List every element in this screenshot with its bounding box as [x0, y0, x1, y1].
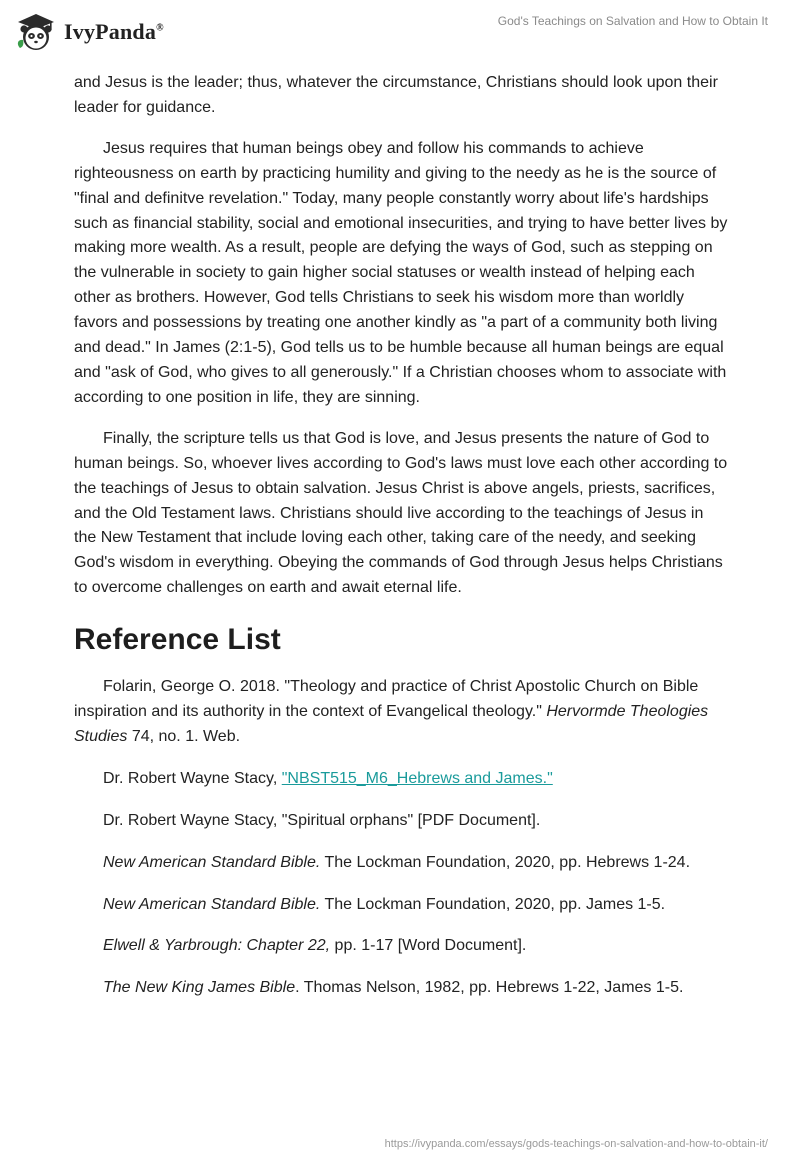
panda-logo-icon — [14, 10, 58, 54]
reference-item-3: Dr. Robert Wayne Stacy, "Spiritual orphans" [PDF Document]. — [103, 811, 541, 829]
reference-link[interactable]: "NBST515_M6_Hebrews and James." — [281, 769, 553, 787]
paragraph-3: Finally, the scripture tells us that God is love, and Jesus presents the nature of God to human beings. So, whoever lives according to God's laws must love each other according to the teachings of Jesus to obtain salvation. Jesus Christ is above angels, priests, sacrifices, and the Old Testament laws. Christians should live according to the teachings of Jesus in the New Testament that include loving each other, taking care of the needy, and seeking God's wisdom in everything. Obeying the commands of God through Jesus helps Christians to overcome challenges on earth and await eternal life. — [74, 429, 728, 597]
page-header — [0, 0, 800, 70]
logo-text: IvyPanda® — [64, 19, 164, 44]
paragraph-2: Jesus requires that human beings obey and follow his commands to achieve righteousness on earth by practicing humility and giving to the needy as he is the source of "final and definitve revelation." Today, many people constantly worry about life's hardships such as financial stability, social and emotional insecurities, and trying to have better lives by making more wealth. As a result, people are defying the ways of God, such as stepping on the vulnerable in society to gain higher social statuses or wealth instead of helping each other as brothers. However, God tells Christians to seek his wisdom more than worldly favors and possessions by treating one another kindly as "a part of a community both living and dead." In James (2:1-5), God tells us to be humble because all human beings are equal and "ask of God, who gives to all generously." If a Christian chooses whom to associate with according to one position in life, they are sinning. — [74, 139, 728, 406]
running-title: God's Teachings on Salvation and How to Obtain It — [497, 14, 768, 28]
reference-item-5: New American Standard Bible. The Lockman Foundation, 2020, pp. James 1-5. — [103, 895, 666, 913]
reference-item-1: Folarin, George O. 2018. "Theology and practice of Christ Apostolic Church on Bible inspiration and its authority in the context of Evangelical theology." Hervormde Theologies Studies 74, no. 1. Web. — [74, 678, 709, 745]
reference-item-6: Elwell & Yarbrough: Chapter 22, pp. 1-17 [Word Document]. — [103, 937, 527, 955]
reference-item-2: Dr. Robert Wayne Stacy, "NBST515_M6_Hebrews and James." — [103, 769, 553, 787]
reference-item-7: The New King James Bible. Thomas Nelson, 1982, pp. Hebrews 1-22, James 1-5. — [103, 979, 684, 997]
reference-item-4: New American Standard Bible. The Lockman Foundation, 2020, pp. Hebrews 1-24. — [103, 853, 691, 871]
reference-list-heading: Reference List — [74, 623, 281, 657]
essay-content — [74, 71, 730, 1018]
ivypanda-logo[interactable] — [14, 10, 164, 54]
footer-url[interactable]: https://ivypanda.com/essays/gods-teachings-on-salvation-and-how-to-obtain-it/ — [384, 1138, 768, 1150]
paragraph-1: and Jesus is the leader; thus, whatever the circumstance, Christians should look upon their leader for guidance. — [74, 74, 718, 116]
